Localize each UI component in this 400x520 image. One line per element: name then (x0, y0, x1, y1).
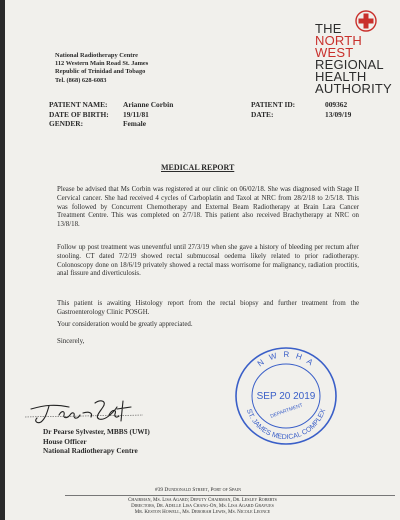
patient-id-label: PATIENT ID: (251, 100, 296, 109)
letterhead-address (55, 52, 148, 85)
red-cross-icon (355, 10, 377, 32)
logo-line-accent: WEST (315, 45, 354, 60)
footer-divider (65, 495, 395, 496)
dob-label: DATE OF BIRTH: (49, 109, 109, 119)
department-stamp (227, 340, 345, 448)
stamp-top-text: N W R H A (255, 349, 317, 369)
report-closing: Sincerely, (57, 338, 85, 345)
address-line: Tel. (868) 628-6083 (55, 76, 107, 84)
date-label: DATE: (251, 109, 274, 119)
address-line: National Radiotherapy Centre (55, 52, 138, 59)
signatory-org: National Radiotherapy Centre (43, 446, 138, 456)
logo-line-accent: NORTH (315, 33, 362, 48)
patient-name-value: Arianne Corbin (123, 100, 174, 109)
address-line: Republic of Trinidad and Tobago (55, 68, 146, 76)
gender-label: GENDER: (49, 119, 84, 129)
handwritten-signature (25, 395, 145, 425)
report-title: MEDICAL REPORT (161, 163, 235, 172)
patient-name-label: PATIENT NAME: (49, 100, 108, 109)
signature-block (43, 427, 150, 456)
stamp-department: DEPARTMENT (269, 402, 304, 420)
address-line: 112 Western Main Road St. James (55, 60, 149, 68)
report-paragraph: Please be advised that Ms Corbin was registered at our clinic on 06/02/18. She was diagnosed with Stage II Cervical cancer. She had received 4 cycles of Carboplatin and Taxol at NRC from 28/2/18 to 2/5/18. This was followed by Concurrent Chemotherapy and External Beam Radiotherapy at Brain Lara Cancer Treatment Centre. This was completed on 2/7/18. This patient also received Brachytherapy at NRC on 13/8/18. (57, 186, 359, 229)
report-paragraph: This patient is awaiting Histology report from the rectal biopsy and further treatment from the Gastroenterology Clinic POSGH. (57, 300, 359, 316)
stamp-bottom-text: ST. JAMES MEDICAL COMPLEX (244, 408, 328, 442)
dob-value: 19/11/81 (123, 109, 149, 119)
signatory-name: Dr Pearse Sylvester, MBBS (UWI) (43, 427, 150, 436)
signatory-role: House Officer (43, 436, 87, 446)
date-value: 13/09/19 (325, 109, 352, 119)
logo-line: AUTHORITY (315, 81, 392, 96)
medical-report-page (5, 0, 400, 520)
patient-id-labels (251, 100, 295, 119)
patient-labels (49, 100, 109, 129)
patient-id-value: 009362 (325, 100, 348, 109)
footer-address: #39 Dundonald Street, Port of Spain (155, 487, 242, 493)
patient-values (123, 100, 173, 129)
report-paragraph: Follow up post treatment was uneventful until 27/3/19 when she gave a history of bleeding per rectum after stooling. CT dated 7/2/19 showed rectal submucosal oedema likely related to prior radiotherapy. Colonoscopy done on 18/6/19 privately showed a rectal mass worrisome for malignancy, radiation proctitis, anal fissure and diverticulosis. (57, 244, 359, 278)
report-paragraph: Your consideration would be greatly appreciated. (57, 321, 193, 328)
stamp-date: SEP 20 2019 (256, 391, 316, 402)
gender-value: Female (123, 119, 146, 129)
logo-line: HEALTH (315, 69, 367, 84)
footer-officers (5, 498, 400, 517)
officers-line: Mr. Keston Howell, Ms. Deborah Lewis, Ms. Nicole Leonce (134, 510, 271, 516)
patient-id-values (325, 100, 351, 119)
officers-line: Chairman, Ms. Lisa Agard; Deputy Chairman, Dr. Lesley Roberts (128, 498, 277, 503)
logo-line: THE (315, 21, 342, 36)
officers-line: Directors, Dr. Adelle Lisa Chang-On, Ms. Lisa Agard Gravues (131, 504, 274, 510)
logo-line: REGIONAL (315, 57, 384, 72)
